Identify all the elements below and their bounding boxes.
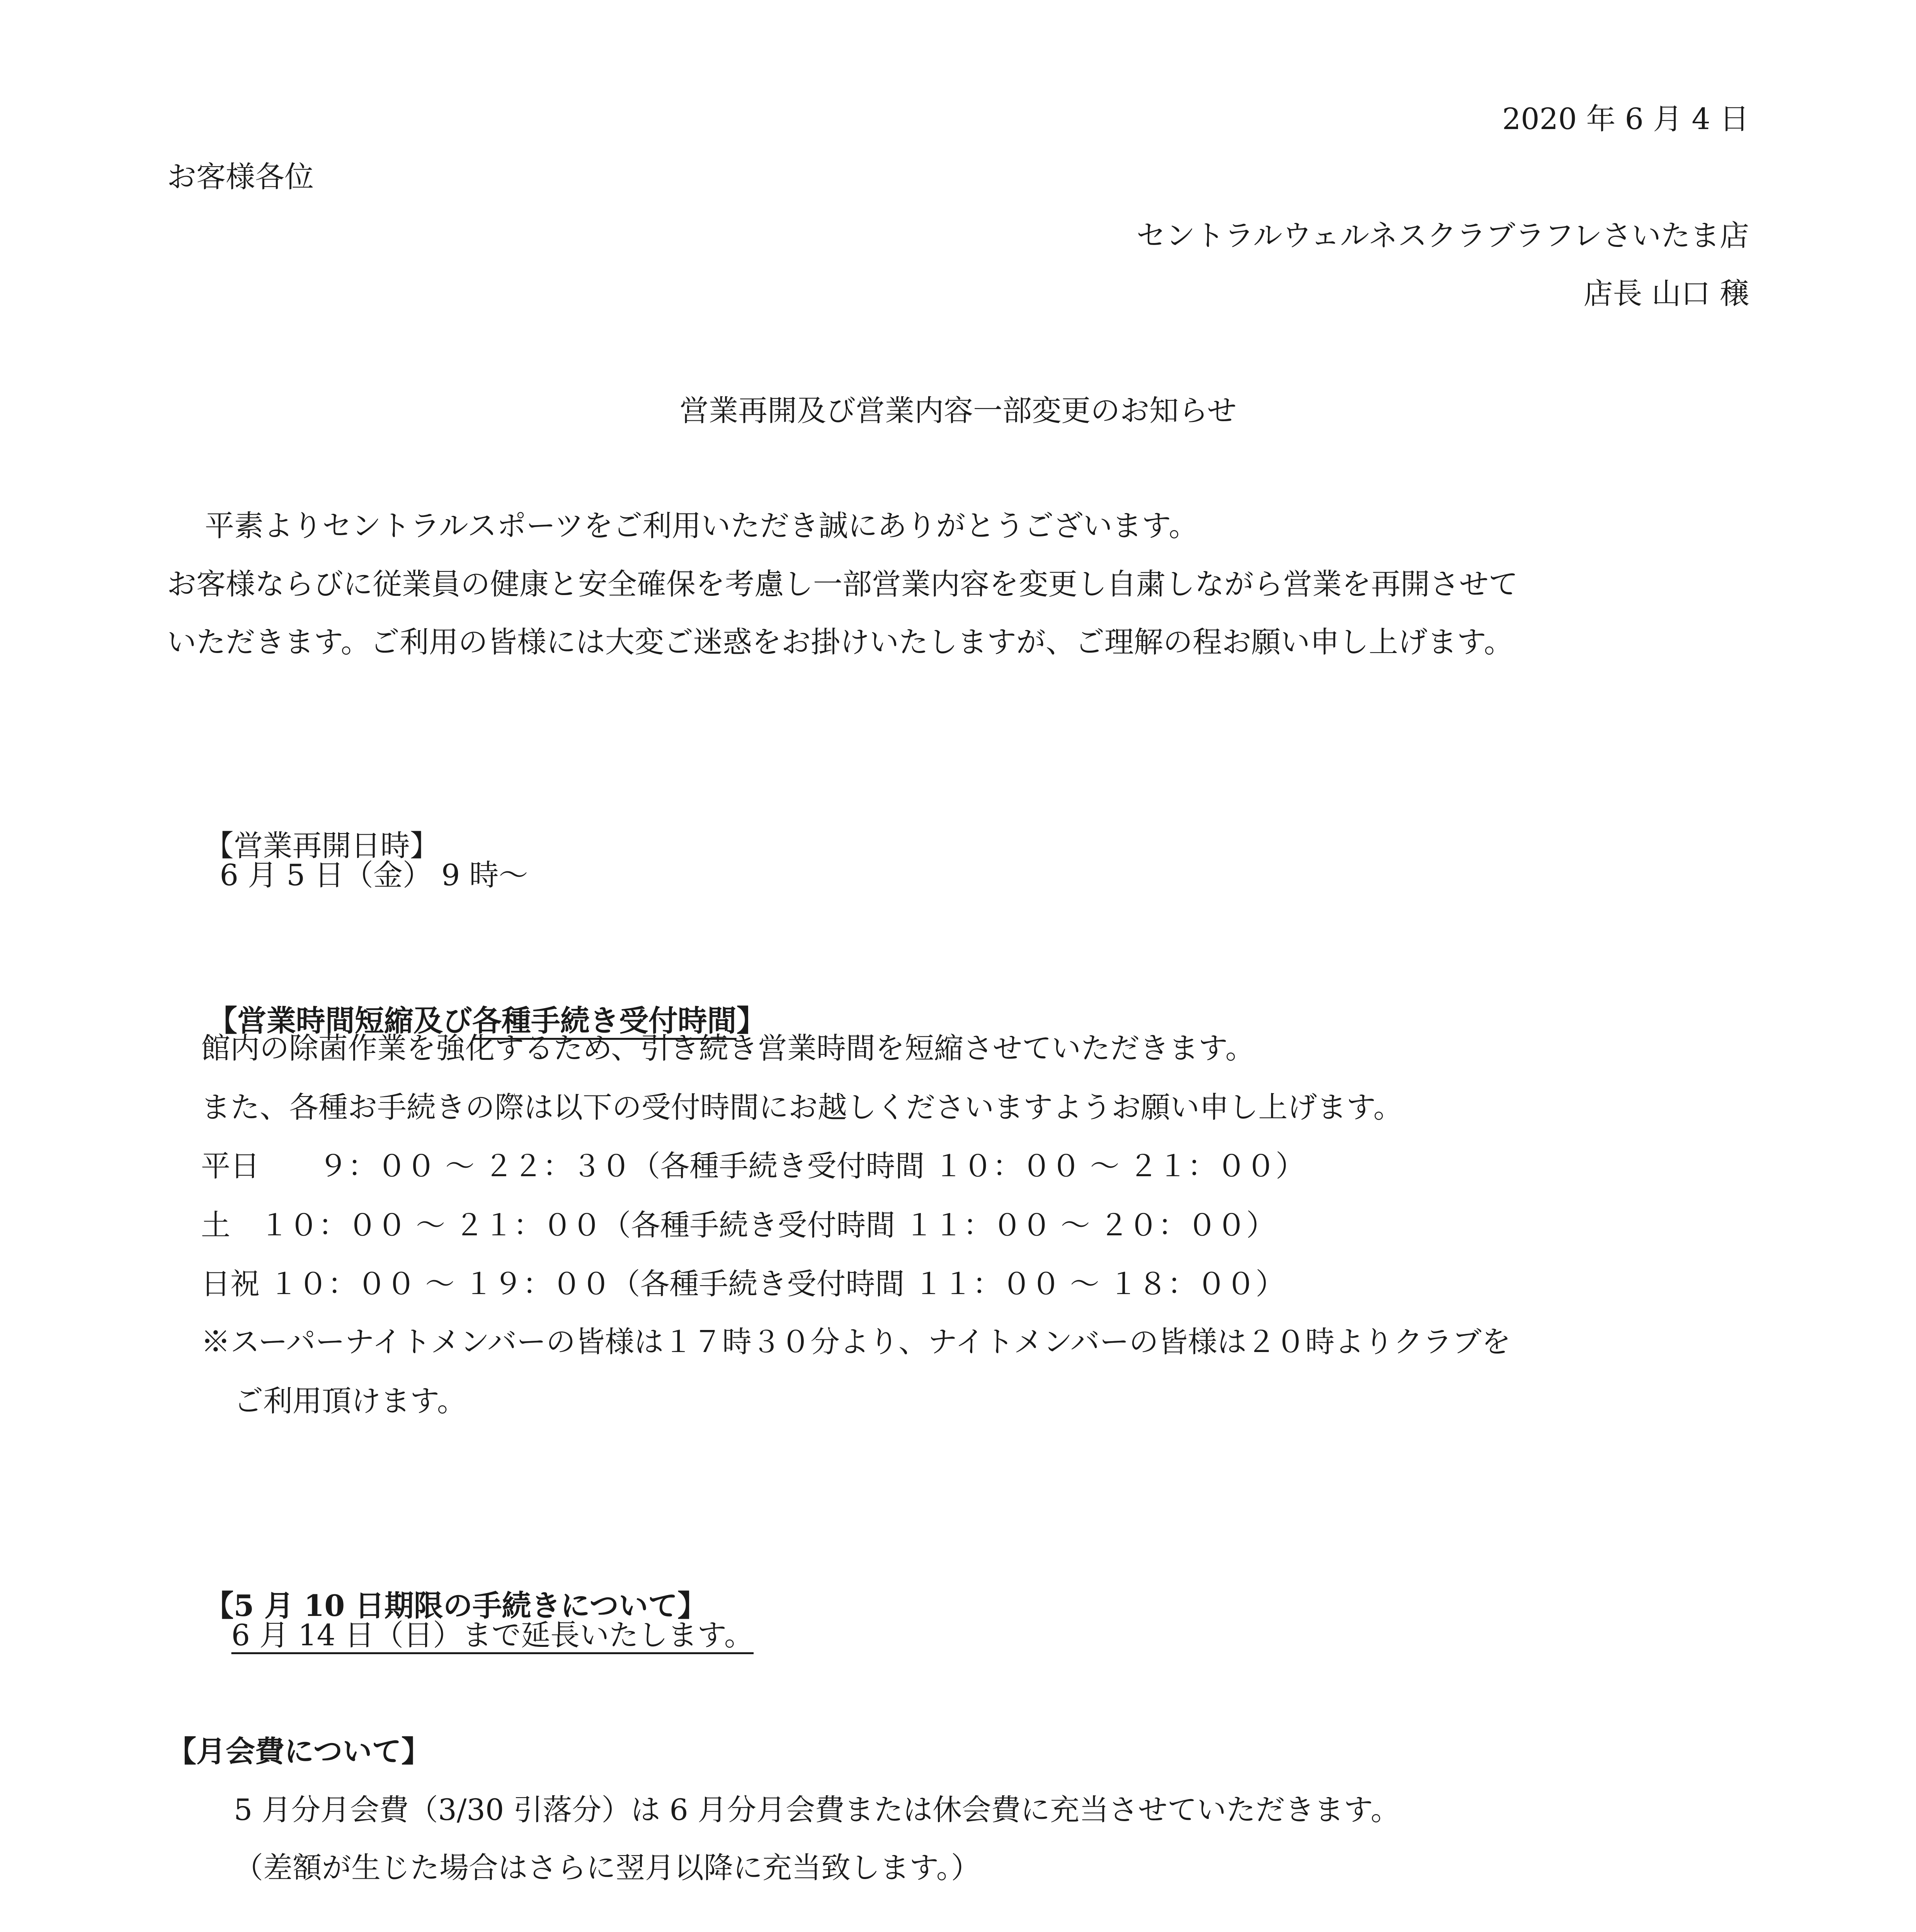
fee-heading: 【月会費について】 (167, 1734, 431, 1769)
hours-note-1: ※スーパーナイトメンバーの皆様は１７時３０分より、ナイトメンバーの皆様は２０時よりクラブを (201, 1325, 1511, 1359)
hours-heading-part-c: 】 (736, 1003, 766, 1038)
deadline-value: 6 月 14 日（日）まで延長いたします。 (231, 1618, 754, 1652)
date: 2020 年 6 月 4 日 (1502, 102, 1749, 136)
fee-line-2: （差額が生じた場合はさらに翌月以降に充当致します。） (234, 1850, 980, 1885)
reopen-value: 6 月 5 日（金） 9 時～ (220, 858, 528, 892)
sender-org: セントラルウェルネスクラブラフレさいたま店 (1136, 218, 1749, 253)
recipient: お客様各位 (167, 160, 314, 194)
intro-line-1: 平素よりセントラルスポーツをご利用いただき誠にありがとうございます。 (205, 509, 1198, 543)
hours-holiday: 日祝 １０：００ ～ １９：００（各種手続き受付時間 １１：００ ～ １８：００） (201, 1267, 1285, 1301)
hours-weekday: 平日 ９：００ ～ ２２：３０（各種手続き受付時間 １０：００ ～ ２１：００） (201, 1149, 1305, 1183)
hours-heading-part-b: 各種手続き受付時間 (472, 1003, 737, 1038)
deadline-label: 【5 月 10 日期限の手続きについて】 (204, 1588, 707, 1623)
reopen-row (167, 802, 528, 919)
deadline-row (167, 1562, 754, 1679)
page-title: 営業再開及び営業内容一部変更のお知らせ (679, 393, 1237, 428)
hours-heading-part-a: 【営業時間短縮及び (208, 1003, 472, 1038)
hours-note-2: ご利用頂けます。 (234, 1384, 466, 1418)
intro-line-2: お客様ならびに従業員の健康と安全確保を考慮し一部営業内容を変更し自粛しながら営業を再開させて (167, 567, 1518, 601)
reopen-label: 【営業再開日時】 (204, 828, 439, 863)
fee-line-1: 5 月分月会費（3/30 引落分）は 6 月分月会費または休会費に充当させていただきます。 (234, 1793, 1400, 1827)
sender-name: 店長 山口 穣 (1583, 276, 1749, 311)
hours-saturday: 土 １０：００ ～ ２１：００（各種手続き受付時間 １１：００ ～ ２０：００） (201, 1208, 1276, 1242)
hours-line-2: また、各種お手続きの際は以下の受付時間にお越しくださいますようお願い申し上げます。 (201, 1090, 1403, 1124)
intro-line-3: いただきます。ご利用の皆様には大変ご迷惑をお掛けいたしますが、ご理解の程お願い申し上げます。 (167, 625, 1513, 659)
hours-line-1: 館内の除菌作業を強化するため、引き続き営業時間を短縮させていただきます。 (201, 1031, 1255, 1065)
